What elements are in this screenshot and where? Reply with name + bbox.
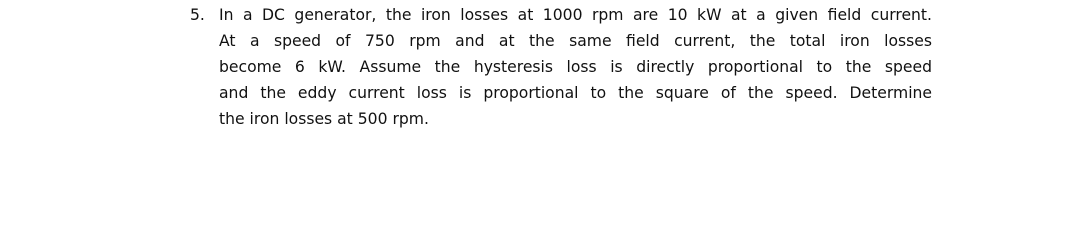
problem-line xyxy=(190,106,1010,132)
problem-5 xyxy=(190,2,1010,132)
problem-line xyxy=(190,2,1010,28)
problem-text-line-5: the iron losses at 500 rpm. xyxy=(219,110,429,128)
problem-text-line-3: become 6 kW. Assume the hysteresis loss is directly proportional to the speed xyxy=(219,58,932,76)
problem-line xyxy=(190,54,1010,80)
problem-text-line-2: At a speed of 750 rpm and at the same field current, the total iron losses xyxy=(219,32,932,50)
problem-line xyxy=(190,80,1010,106)
problem-line xyxy=(190,28,1010,54)
problem-text-line-1: In a DC generator, the iron losses at 1000 rpm are 10 kW at a given field current. xyxy=(219,6,932,24)
problem-number: 5. xyxy=(190,6,205,24)
problem-text-line-4: and the eddy current loss is proportional to the square of the speed. Determine xyxy=(219,84,932,102)
